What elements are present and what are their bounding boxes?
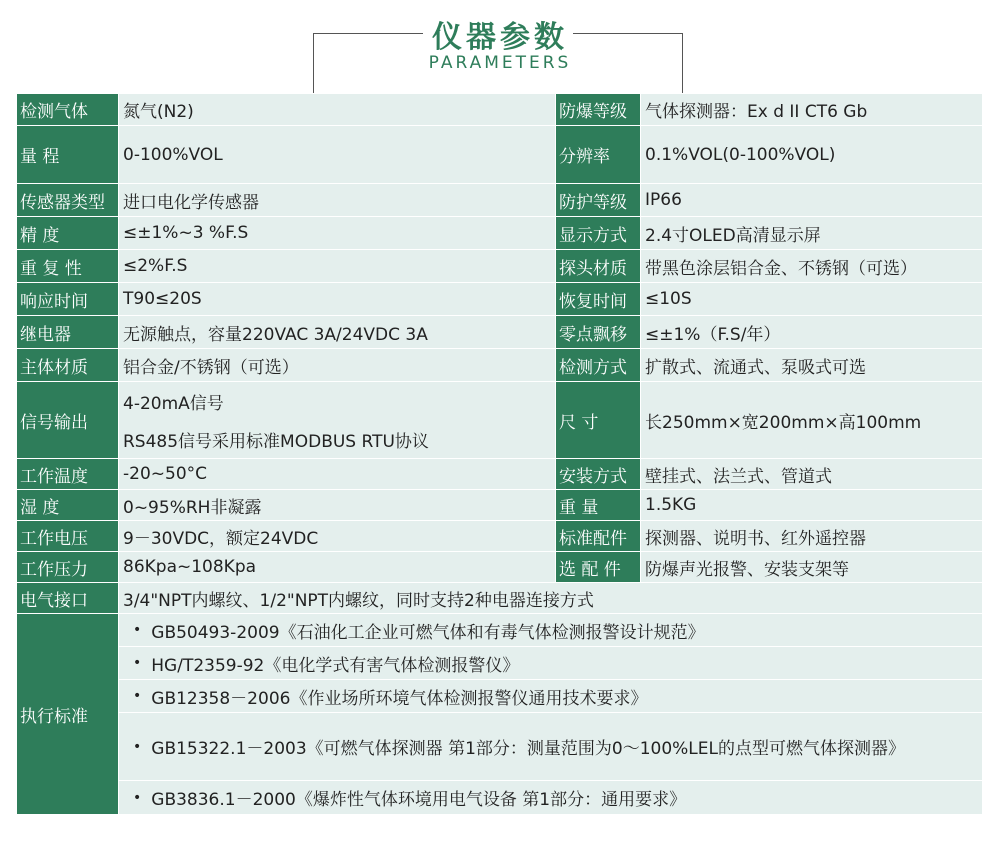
bullet-icon: • [133,738,142,755]
param-value: 氮气(N2) [119,94,556,126]
param-value: ≤±1%~3 %F.S [119,217,556,250]
list-item [119,781,982,814]
table-row [17,283,983,316]
table-row [17,184,983,217]
param-label: 标准配件 [556,521,641,552]
param-value: ≤10S [641,283,983,316]
param-value: ≤2%F.S [119,250,556,283]
standard-text: GB15322.1－2003《可燃气体探测器 第1部分：测量范围为0～100%LEL的点型可燃气体探测器》 [151,739,905,759]
table-row [17,521,983,552]
param-label: 检测方式 [556,349,641,382]
bullet-icon: • [133,655,142,671]
page-subtitle: PARAMETERS [428,53,572,73]
table-row [17,250,983,283]
table-row [17,382,983,459]
param-label: 主体材质 [17,349,119,382]
standards-list [119,614,983,815]
table-row [17,459,983,490]
param-label: 继电器 [17,316,119,349]
param-value: 0~95%RH非凝露 [119,490,556,521]
table-row [17,552,983,583]
param-value: 2.4寸OLED高清显示屏 [641,217,983,250]
bullet-icon: • [133,688,142,704]
param-label: 探头材质 [556,250,641,283]
param-label: 分辨率 [556,126,641,184]
table-row [17,126,983,184]
bullet-icon: • [133,789,142,806]
param-label: 工作电压 [17,521,119,552]
param-value: 扩散式、流通式、泵吸式可选 [641,349,983,382]
bullet-icon: • [133,622,142,638]
table-row [17,94,983,126]
table-row [17,490,983,521]
param-value: 0.1%VOL(0-100%VOL) [641,126,983,184]
page-title: 仪器参数 [432,20,568,55]
param-label: 恢复时间 [556,283,641,316]
param-value: 防爆声光报警、安装支架等 [641,552,983,583]
param-value: ≤±1%（F.S/年） [641,316,983,349]
param-label: 精 度 [17,217,119,250]
signal-line-1: 4-20mA信号 [123,393,224,414]
table-row [17,583,983,614]
standard-text: HG/T2359-92《电化学式有害气体检测报警仪》 [151,655,520,676]
param-value: 3/4"NPT内螺纹、1/2"NPT内螺纹，同时支持2种电器连接方式 [119,583,983,614]
param-value: 86Kpa~108Kpa [119,552,556,583]
param-label: 选 配 件 [556,552,641,583]
signal-line-2: RS485信号采用标准MODBUS RTU协议 [123,431,429,452]
param-value: 进口电化学传感器 [119,184,556,217]
list-item [119,680,982,713]
list-item [119,614,982,647]
parameters-table [16,93,983,815]
param-label: 量 程 [17,126,119,184]
table-row [17,316,983,349]
param-label: 安装方式 [556,459,641,490]
param-value: 长250mm×宽200mm×高100mm [641,382,983,459]
param-value: 探测器、说明书、红外遥控器 [641,521,983,552]
param-label: 检测气体 [17,94,119,126]
param-label: 信号输出 [17,382,119,459]
standard-text: GB12358－2006《作业场所环境气体检测报警仪通用技术要求》 [151,688,648,709]
param-label: 防护等级 [556,184,641,217]
param-value: 铝合金/不锈钢（可选） [119,349,556,382]
param-value: 无源触点，容量220VAC 3A/24VDC 3A [119,316,556,349]
standard-text: GB50493-2009《石油化工企业可燃气体和有毒气体检测报警设计规范》 [151,622,705,643]
table-row [17,217,983,250]
param-value: -20~50°C [119,459,556,490]
param-label: 工作温度 [17,459,119,490]
param-value: 0-100%VOL [119,126,556,184]
list-item [119,713,982,781]
param-label: 防爆等级 [556,94,641,126]
param-label: 显示方式 [556,217,641,250]
param-label: 传感器类型 [17,184,119,217]
standard-text: GB3836.1－2000《爆炸性气体环境用电气设备 第1部分：通用要求》 [151,790,687,810]
param-value: 气体探测器：Ex d II CT6 Gb [641,94,983,126]
param-value: 壁挂式、法兰式、管道式 [641,459,983,490]
param-label: 执行标准 [17,614,119,815]
param-label: 重 量 [556,490,641,521]
param-value: IP66 [641,184,983,217]
param-value [119,382,556,459]
param-label: 湿 度 [17,490,119,521]
param-label: 重 复 性 [17,250,119,283]
list-item [119,647,982,680]
param-label: 工作压力 [17,552,119,583]
param-value: 1.5KG [641,490,983,521]
param-label: 电气接口 [17,583,119,614]
param-value: T90≤20S [119,283,556,316]
param-value: 带黑色涂层铝合金、不锈钢（可选） [641,250,983,283]
table-row [17,349,983,382]
table-row [17,614,983,815]
param-label: 响应时间 [17,283,119,316]
param-value: 9－30VDC，额定24VDC [119,521,556,552]
param-label: 零点飘移 [556,316,641,349]
param-label: 尺 寸 [556,382,641,459]
